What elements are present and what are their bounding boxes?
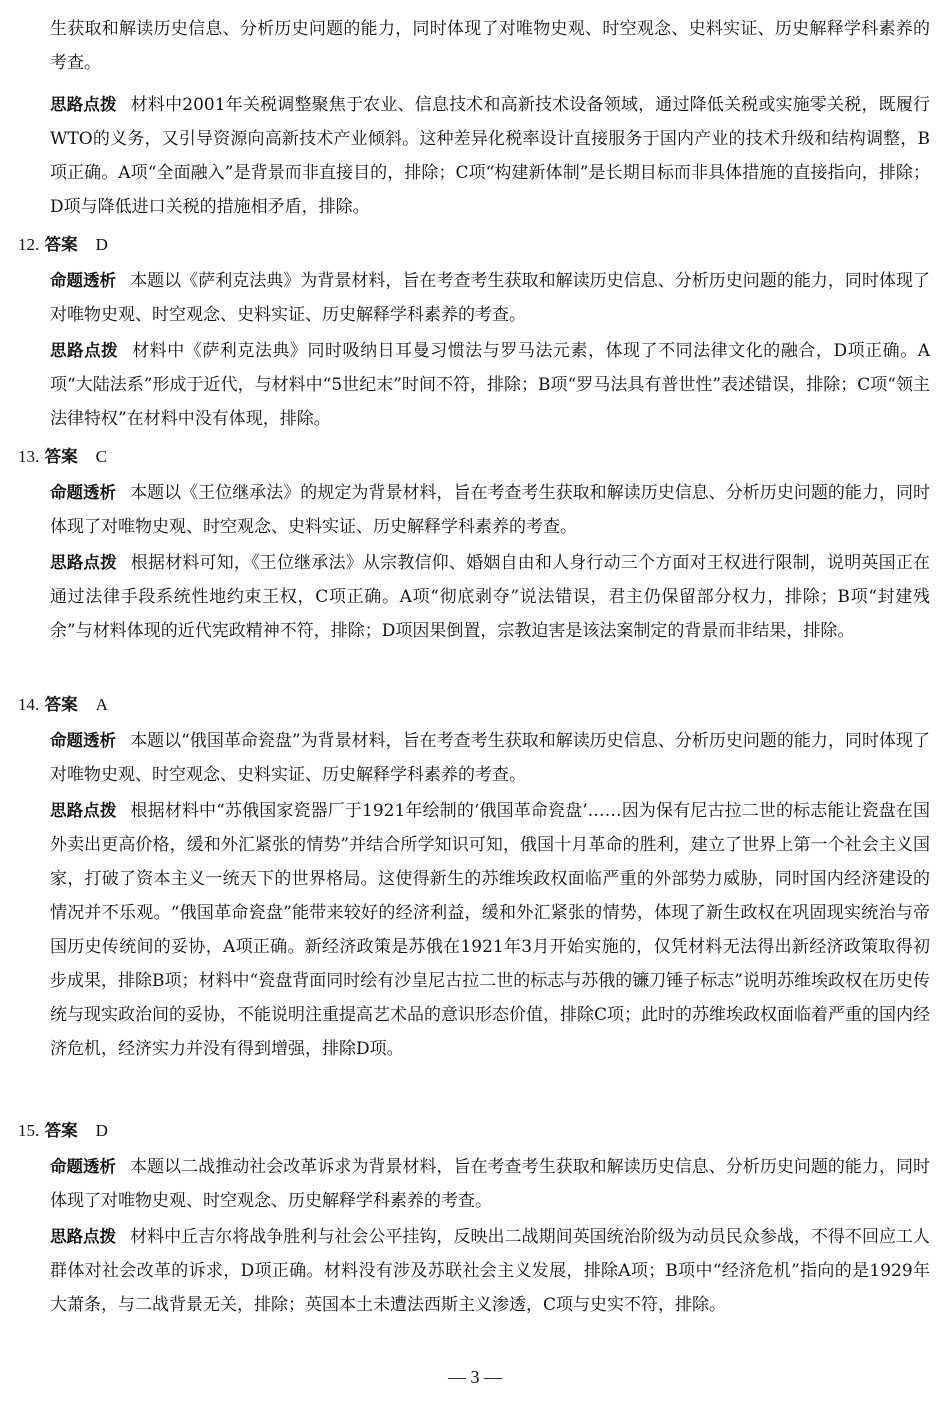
- q11-analysis-paragraph: [50, 88, 930, 224]
- analysis-label: 思路点拨: [50, 341, 119, 360]
- intent-text: 本题以“俄国革命瓷盘”为背景材料，旨在考查考生获取和解读历史信息、分析历史问题的能力，同时体现了对唯物史观、时空观念、史料实证、历史解释学科素养的考查。: [50, 731, 931, 785]
- q15-answer-line: [18, 1114, 108, 1148]
- question-number: 15.: [18, 1121, 40, 1140]
- answer-value: A: [95, 695, 108, 714]
- answer-value: D: [95, 1121, 108, 1140]
- q14-intent-paragraph: [50, 724, 930, 792]
- analysis-label: 思路点拨: [50, 95, 117, 114]
- analysis-text: 根据材料中“苏俄国家瓷器厂于1921年绘制的‘俄国革命瓷盘’……因为保有尼古拉二世的标志能让瓷盘在国外卖出更高价格，缓和外汇紧张的情势”并结合所学知识可知，俄国十月革命的胜利，建立了世界上第一个社会主义国家，打破了资本主义一统天下的世界格局。这使得新生的苏维埃政权面临严重的外部势力威胁，同时国内经济建设的情况并不乐观。“俄国革命瓷盘”能带来较好的经济利益，缓和外汇紧张的情势，体现了新生政权在巩固现实统治与帝国历史传统间的妥协，A项正确。新经济政策是苏俄在1921年3月开始实施的，仅凭材料无法得出新经济政策取得初步成果，排除B项；材料中“瓷盘背面同时绘有沙皇尼古拉二世的标志与苏俄的镰刀锤子标志”说明苏维埃政权在历史传统与现实政治间的妥协，不能说明注重提高艺术品的意识形态价值，排除C项；此时的苏维埃政权面临着严重的国内经济危机，经济实力并没有得到增强，排除D项。: [50, 801, 931, 1059]
- q14-answer-line: [18, 688, 108, 722]
- answer-label: 答案: [44, 235, 78, 254]
- q15-intent-paragraph: [50, 1150, 930, 1218]
- intent-label: 命题透析: [50, 1157, 117, 1176]
- q13-intent-paragraph: [50, 476, 930, 544]
- q15-analysis-paragraph: [50, 1220, 930, 1322]
- intent-label: 命题透析: [50, 483, 117, 502]
- question-number: 12.: [18, 235, 40, 254]
- q13-analysis-paragraph: [50, 546, 930, 648]
- analysis-text: 材料中2001年关税调整聚焦于农业、信息技术和高新技术设备领域，通过降低关税或实施零关税，既履行WTO的义务，又引导资源向高新技术产业倾斜。这种差异化税率设计直接服务于国内产业的技术升级和结构调整，B项正确。A项“全面融入”是背景而非直接目的，排除；C项“构建新体制”是长期目标而非具体措施的直接指向，排除；D项与降低进口关税的措施相矛盾，排除。: [50, 95, 931, 217]
- analysis-text: 材料中《萨利克法典》同时吸纳日耳曼习惯法与罗马法元素，体现了不同法律文化的融合，D项正确。A项“大陆法系”形成于近代，与材料中“5世纪末”时间不符，排除；B项“罗马法具有普世性”表述错误，排除；C项“领主法律特权”在材料中没有体现，排除。: [50, 341, 931, 429]
- answer-label: 答案: [44, 447, 78, 466]
- intent-text: 本题以二战推动社会改革诉求为背景材料，旨在考查考生获取和解读历史信息、分析历史问题的能力，同时体现了对唯物史观、时空观念、历史解释学科素养的考查。: [50, 1157, 931, 1211]
- q13-answer-line: [18, 440, 107, 474]
- analysis-label: 思路点拨: [50, 553, 117, 572]
- question-number: 14.: [18, 695, 40, 714]
- intro-text: 生获取和解读历史信息、分析历史问题的能力，同时体现了对唯物史观、时空观念、史料实证、历史解释学科素养的考查。: [50, 19, 930, 73]
- page-number: — 3 —: [448, 1367, 502, 1387]
- analysis-label: 思路点拨: [50, 801, 117, 820]
- intent-text: 本题以《萨利克法典》为背景材料，旨在考查考生获取和解读历史信息、分析历史问题的能力，同时体现了对唯物史观、时空观念、史料实证、历史解释学科素养的考查。: [50, 271, 931, 325]
- intent-label: 命题透析: [50, 731, 117, 750]
- q14-analysis-paragraph: [50, 794, 930, 1066]
- q12-intent-paragraph: [50, 264, 930, 332]
- analysis-label: 思路点拨: [50, 1227, 117, 1246]
- answer-value: C: [95, 447, 107, 466]
- intent-text: 本题以《王位继承法》的规定为背景材料，旨在考查考生获取和解读历史信息、分析历史问题的能力，同时体现了对唯物史观、时空观念、史料实证、历史解释学科素养的考查。: [50, 483, 931, 537]
- answer-value: D: [95, 235, 108, 254]
- intent-label: 命题透析: [50, 271, 117, 290]
- answer-label: 答案: [44, 695, 78, 714]
- answer-label: 答案: [44, 1121, 78, 1140]
- question-number: 13.: [18, 447, 40, 466]
- intro-paragraph: [50, 12, 930, 80]
- q12-analysis-paragraph: [50, 334, 930, 436]
- analysis-text: 材料中丘吉尔将战争胜利与社会公平挂钩，反映出二战期间英国统治阶级为动员民众参战，不得不回应工人群体对社会改革的诉求，D项正确。材料没有涉及苏联社会主义发展，排除A项；B项中“经济危机”指向的是1929年大萧条，与二战背景无关，排除；英国本土未遭法西斯主义渗透，C项与史实不符，排除。: [50, 1227, 931, 1315]
- analysis-text: 根据材料可知，《王位继承法》从宗教信仰、婚姻自由和人身行动三个方面对王权进行限制，说明英国正在通过法律手段系统性地约束王权，C项正确。A项“彻底剥夺”说法错误，君主仍保留部分权力，排除；B项“封建残余”与材料体现的近代宪政精神不符，排除；D项因果倒置，宗教迫害是该法案制定的背景而非结果，排除。: [50, 553, 931, 641]
- q12-answer-line: [18, 228, 108, 262]
